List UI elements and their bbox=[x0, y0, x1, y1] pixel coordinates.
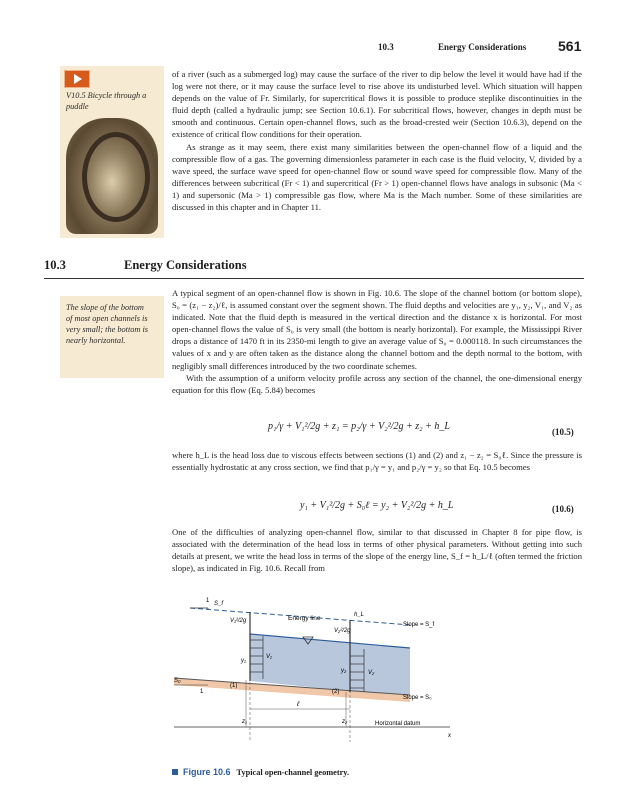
sf-label: S_f bbox=[214, 601, 224, 607]
energy-line-label: Energy line bbox=[288, 615, 321, 622]
section-text-3 bbox=[172, 526, 582, 574]
v2-label: V₂ bbox=[368, 670, 375, 676]
intro-text bbox=[172, 68, 582, 213]
v2-head-label: V₂²/2g bbox=[334, 628, 351, 634]
figure-label: Figure 10.6 bbox=[183, 767, 231, 777]
y2-label: y₂ bbox=[341, 668, 347, 674]
section-paragraph-3: where h_L is the head loss due to viscous effects between sections (1) and (2) and z₁ − z₂ = S₀ℓ. Since the pressure is essentially hydrostatic at any cross section, we find that p₁/γ = y₁ and p₂/γ = y₂ so that Eq. 10.5 becomes bbox=[172, 450, 582, 473]
play-video-icon[interactable] bbox=[64, 70, 90, 88]
section-1-label: (1) bbox=[230, 683, 238, 689]
bicycle-puddle-photo bbox=[66, 118, 158, 234]
horizontal-datum-label: Horizontal datum bbox=[375, 721, 421, 727]
v1-label: V₁ bbox=[266, 654, 272, 660]
margin-note: The slope of the bottom of most open channels is very small; the bottom is nearly horizontal. bbox=[66, 303, 149, 345]
section-paragraph-1: A typical segment of an open-channel flow is shown in Fig. 10.6. The slope of the channel bottom (or bottom slope), S₀ = (z₁ − z₂)/ℓ, is assumed constant over the segment shown. The fluid depths and velocities are y₁, y₂, V₁, and V₂ as indicated. Note that the fluid depth is measured in the vertical direction and the distance x is horizontal. For most open-channel flows the value of S₀ is very small (the bottom is nearly horizontal). For example, the Mississippi River drops a distance of 1470 ft in its 2350-mi length to give an average value of S₀ = 0.000118. In such circumstances the values of x and y are often taken as the distance along the channel bottom and the depth normal to the bottom, with negligibly small differences introduced by the two coordinate schemes. bbox=[172, 288, 582, 371]
one-label-bottom: 1 bbox=[200, 689, 204, 695]
section-text-2 bbox=[172, 449, 582, 473]
s0-label: S₀ bbox=[174, 678, 181, 684]
ell-label: ℓ bbox=[297, 701, 300, 708]
running-header-title: Energy Considerations bbox=[438, 42, 527, 52]
hl-label: h_L bbox=[354, 612, 365, 618]
z1-label: z₁ bbox=[242, 719, 247, 725]
page-number: 561 bbox=[558, 38, 582, 54]
margin-note-box bbox=[60, 296, 164, 378]
slope-0-label: Slope = S₀ bbox=[403, 695, 432, 701]
section-paragraph-2: With the assumption of a uniform velocity profile across any section of the channel, the one-dimensional energy equation for this flow (Eq. 5.84) becomes bbox=[172, 372, 582, 395]
section-text-1 bbox=[172, 287, 582, 396]
caption-square-icon bbox=[172, 769, 178, 775]
video-margin-box bbox=[60, 66, 164, 238]
intro-paragraph-2: As strange as it may seem, there exist many similarities between the open-channel flow of a liquid and the compressible flow of a gas. The governing dimensionless parameter in each case is the fluid velocity, V, divided by a wave speed, the surface wave speed for open-channel flow or sound wave speed for compressible flow. Many of the differences between subcritical (Fr < 1) and supercritical (Fr > 1) open-channel flows have analogs in subsonic (Ma < 1) and supersonic (Ma > 1) compressible gas flow, where Ma is the Mach number. Some of these similarities are discussed in this chapter and in Chapter 11. bbox=[172, 141, 582, 213]
section-number: 10.3 bbox=[44, 258, 66, 272]
one-label-top: 1 bbox=[206, 598, 210, 604]
y1-label: y₁ bbox=[241, 658, 246, 664]
section-rule bbox=[44, 278, 584, 279]
video-caption[interactable]: V10.5 Bicycle through a puddle bbox=[66, 91, 147, 111]
equation-10-6: y₁ + V₁²/2g + S₀ℓ = y₂ + V₂²/2g + h_L bbox=[300, 500, 454, 511]
section-2-label: (2) bbox=[332, 689, 340, 695]
x-label: x bbox=[448, 733, 451, 739]
equation-10-6-number: (10.6) bbox=[552, 504, 574, 514]
section-paragraph-4: One of the difficulties of analyzing open-channel flow, similar to that discussed in Chapter 8 for pipe flow, is associated with the determination of the head loss in terms of other physical parameters. Without getting into such details at present, we write the head loss in terms of the slope of the energy line, S_f = h_L/ℓ (often termed the friction slope), as indicated in Fig. 10.6. Recall from bbox=[172, 527, 582, 574]
slope-f-label: Slope = S_f bbox=[403, 622, 435, 628]
equation-10-5-number: (10.5) bbox=[552, 427, 574, 437]
figure-open-channel-diagram bbox=[160, 592, 460, 742]
running-header-section: 10.3 bbox=[378, 42, 394, 52]
intro-paragraph-1: of a river (such as a submerged log) may cause the surface of the river to dip below the level it would have had if the log were not there, or it may cause the surface level to rise above its undisturbed level. Which situation will happen depends on the value of Fr. Similarly, for supercritical flows it is possible to produce steplike discontinuities in the fluid depth (called a hydraulic jump; see Section 10.6.1). For subcritical flows, however, changes in depth must be smooth and continuous. Certain open-channel flows, such as the broad-crested weir (Section 10.6.3), depend on the existence of critical flow conditions for their operation. bbox=[172, 69, 582, 140]
figure-caption bbox=[172, 767, 349, 777]
v1-head-label: V₁²/2g bbox=[230, 618, 247, 624]
z2-label: z₂ bbox=[342, 719, 348, 725]
figure-caption-text: Typical open-channel geometry. bbox=[236, 768, 350, 777]
equation-10-5: p₁/γ + V₁²/2g + z₁ = p₂/γ + V₂²/2g + z₂ + h_L bbox=[268, 421, 450, 432]
section-title: Energy Considerations bbox=[124, 258, 247, 272]
